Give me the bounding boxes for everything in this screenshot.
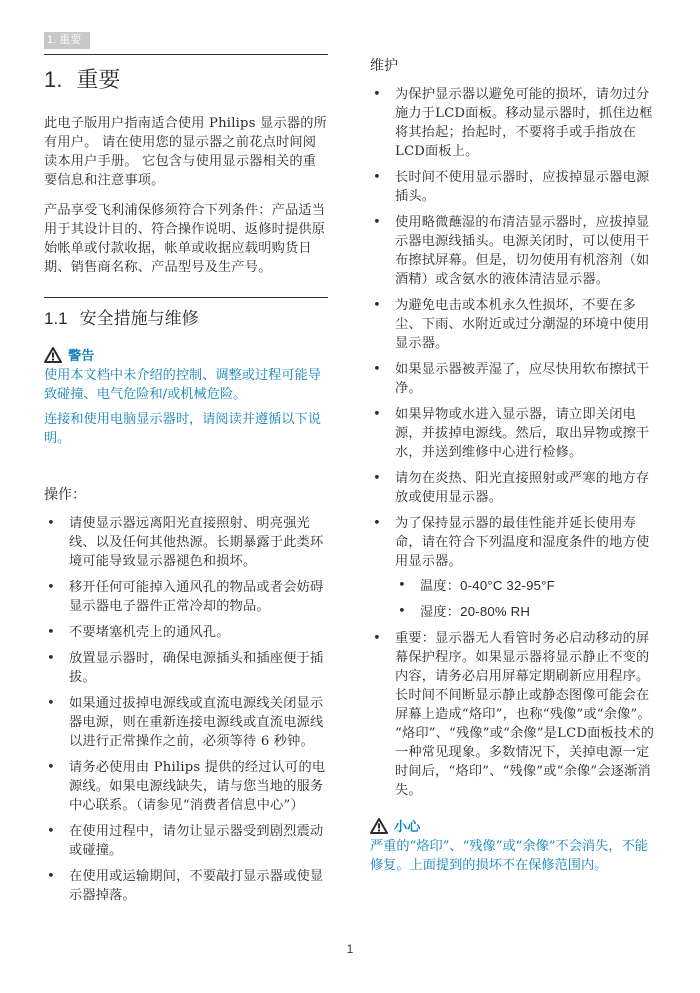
subsection-rule <box>44 297 328 298</box>
intro-paragraph-2: 产品享受飞利浦保修须符合下列条件：产品适当用于其设计目的、符合操作说明、返修时提供原始帐单或付款收据，帐单或收据应载明购货日期、销售商名称、产品型号及生产号。 <box>44 203 326 275</box>
bullet-icon: • <box>373 215 381 230</box>
maintenance-heading: 维护 <box>370 58 398 74</box>
list-item <box>44 649 328 687</box>
caution-text: 严重的“烙印”、“残像”或“余像”不会消失，不能修复。上面提到的损坏不在保修范围内。 <box>370 839 648 873</box>
list-item <box>44 822 328 860</box>
operation-heading: 操作： <box>44 487 86 503</box>
caution-title: 小心 <box>394 820 421 835</box>
condition-text: 温度：0-40°C 32-95°F <box>420 578 555 593</box>
list-item-text: 长时间不使用显示器时，应拔掉显示器电源插头。 <box>395 170 650 204</box>
list-item-text: 使用略微蘸湿的布清洁显示器时，应拔掉显示器电源线插头。电源关闭时，可以使用干布擦拭屏幕。但是，切勿使用有机溶剂（如酒精）或含氨水的液体清洁显示器。 <box>395 215 650 287</box>
bullet-icon: • <box>373 631 381 646</box>
bullet-icon: • <box>373 362 381 377</box>
list-item <box>44 867 328 905</box>
right-column <box>370 54 657 881</box>
list-item-text: 为保护显示器以避免可能的损坏，请勿过分施力于LCD面板。移动显示器时，抓住边框将其抬起；抬起时，不要将手或手指放在LCD面板上。 <box>395 87 653 159</box>
list-item <box>370 469 657 507</box>
bullet-icon: • <box>47 760 55 775</box>
list-item <box>44 758 328 815</box>
list-item <box>370 168 657 206</box>
list-item-text: 不要堵塞机壳上的通风孔。 <box>69 625 230 640</box>
section-heading <box>44 63 328 94</box>
list-item-text: 重要：显示器无人看管时务必启动移动的屏幕保护程序。如果显示器将显示静止不变的内容，请务必启用屏幕定期刷新应用程序。长时间不间断显示静止或静态图像可能会在屏幕上造成“烙印”，也称“残像”或“余像”。 “烙印”、“残像”或“余像”是LCD面板技术的一种常见现象。多数情况下，关掉电源一定时间后，“烙印”、“残像”或“余像”会逐渐消失。 <box>395 631 655 798</box>
list-item <box>44 578 328 616</box>
warning-text-2: 连接和使用电脑显示器时，请阅读并遵循以下说明。 <box>44 412 321 446</box>
subsection-title: 安全措施与维修 <box>79 309 199 328</box>
left-column <box>44 54 328 912</box>
list-item <box>370 405 657 462</box>
operation-list <box>44 514 328 905</box>
bullet-icon: • <box>373 298 381 313</box>
bullet-icon: • <box>47 651 55 666</box>
section-number: 1. <box>44 67 63 92</box>
section-rule <box>44 54 328 55</box>
list-item-text: 请使显示器远离阳光直接照射、明亮强光线、以及任何其他热源。长期暴露于此类环境可能导致显示器褪色和损坏。 <box>69 516 324 569</box>
bullet-icon: • <box>373 170 381 185</box>
list-item <box>370 629 657 800</box>
list-item <box>44 514 328 571</box>
section-title: 重要 <box>76 67 121 92</box>
list-item <box>44 694 328 751</box>
warning-heading <box>44 345 328 364</box>
list-item <box>44 623 328 642</box>
list-item-text: 为避免电击或本机永久性损坏，不要在多尘、下雨、水附近或过分潮湿的环境中使用显示器。 <box>395 298 650 351</box>
bullet-icon: • <box>47 696 55 711</box>
condition-temperature <box>395 576 657 596</box>
warning-text-1: 使用本文档中未介绍的控制、调整或过程可能导致碰撞、电气危险和/或机械危险。 <box>44 368 321 402</box>
bullet-icon: • <box>47 869 55 884</box>
list-item-text: 如果显示器被弄湿了，应尽快用软布擦拭干净。 <box>395 362 650 396</box>
subsection-number: 1.1 <box>44 309 68 328</box>
conditions-list <box>395 576 657 622</box>
list-item-text: 在使用过程中，请勿让显示器受到剧烈震动或碰撞。 <box>69 824 324 858</box>
list-item <box>370 360 657 398</box>
bullet-icon: • <box>373 407 381 422</box>
list-item-text: 请勿在炎热、阳光直接照射或严寒的地方存放或使用显示器。 <box>395 471 650 505</box>
intro-paragraph-1: 此电子版用户指南适合使用 Philips 显示器的所有用户。 请在使用您的显示器之前花点时间阅读本用户手册。 它包含与使用显示器相关的重要信息和注意事项。 <box>44 116 327 188</box>
list-item-text: 如果异物或水进入显示器，请立即关闭电源，并拔掉电源线。然后，取出异物或擦干水，并送到维修中心进行检修。 <box>395 407 650 460</box>
warning-icon <box>44 347 62 363</box>
list-item-text: 为了保持显示器的最佳性能并延长使用寿命，请在符合下列温度和湿度条件的地方使用显示器。 <box>395 516 650 569</box>
header-tab: 1. 重要 <box>44 32 90 49</box>
caution-icon <box>370 818 388 834</box>
bullet-icon: • <box>398 578 406 593</box>
bullet-icon: • <box>47 824 55 839</box>
list-item-text: 放置显示器时，确保电源插头和插座便于插拔。 <box>69 651 324 685</box>
list-item <box>370 85 657 161</box>
page-number: 1 <box>346 942 354 956</box>
bullet-icon: • <box>47 516 55 531</box>
list-item <box>370 213 657 289</box>
list-item-text: 移开任何可能掉入通风孔的物品或者会妨碍显示器电子器件正常冷却的物品。 <box>69 580 324 614</box>
list-item <box>370 296 657 353</box>
bullet-icon: • <box>47 625 55 640</box>
caution-heading <box>370 816 657 835</box>
condition-humidity <box>395 602 657 622</box>
warning-title: 警告 <box>68 349 95 364</box>
bullet-icon: • <box>373 516 381 531</box>
list-item-text: 在使用或运输期间，不要敲打显示器或使显示器掉落。 <box>69 869 324 903</box>
condition-text: 湿度：20-80% RH <box>420 604 531 619</box>
list-item <box>370 514 657 622</box>
bullet-icon: • <box>47 580 55 595</box>
maintenance-list <box>370 85 657 800</box>
bullet-icon: • <box>373 87 381 102</box>
bullet-icon: • <box>398 604 406 619</box>
bullet-icon: • <box>373 471 381 486</box>
list-item-text: 如果通过拔掉电源线或直流电源线关闭显示器电源，则在重新连接电源线或直流电源线以进行正常操作之前，必须等待 6 秒钟。 <box>69 696 324 749</box>
list-item-text: 请务必使用由 Philips 提供的经过认可的电源线。如果电源线缺失，请与您当地的服务中心联系。（请参见“消费者信息中心”） <box>69 760 326 813</box>
subsection-heading <box>44 304 328 329</box>
